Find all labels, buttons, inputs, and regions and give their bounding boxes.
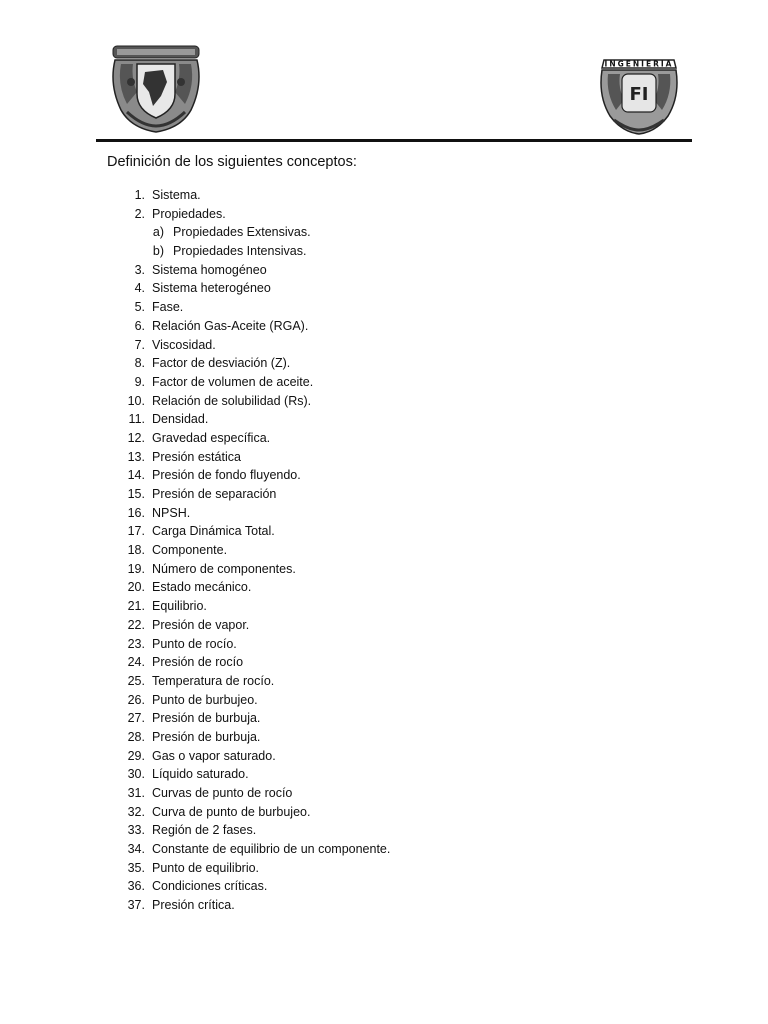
item-number: 23. — [127, 636, 145, 651]
item-text: Constante de equilibrio de un componente. — [152, 842, 391, 857]
item-text: Región de 2 fases. — [152, 823, 257, 838]
item-number: 12. — [127, 430, 145, 445]
item-number: 14. — [127, 468, 145, 483]
item-text: NPSH. — [152, 505, 191, 520]
item-number: 33. — [127, 823, 145, 838]
seal-monogram: FI — [629, 84, 649, 105]
item-number: 13. — [127, 449, 145, 464]
item-text: Relación de solubilidad (Rs). — [152, 393, 312, 408]
item-text: Sistema homogéneo — [152, 262, 267, 277]
item-text: Curva de punto de burbujeo. — [152, 804, 311, 819]
item-text: Presión de burbuja. — [152, 729, 261, 744]
item-number: 34. — [127, 842, 145, 857]
item-number: b) — [152, 244, 164, 259]
item-text: Líquido saturado. — [152, 767, 249, 782]
item-text: Presión estática — [152, 449, 241, 464]
item-number: 10. — [127, 393, 145, 408]
unam-coat-of-arms-logo — [107, 40, 205, 135]
item-text: Viscosidad. — [152, 337, 216, 352]
item-number: 30. — [127, 767, 145, 782]
item-text: Presión crítica. — [152, 898, 235, 913]
ingenieria-seal-logo — [596, 46, 682, 135]
item-number: 7. — [134, 337, 145, 352]
item-number: 24. — [127, 655, 145, 670]
item-text: Curvas de punto de rocío — [152, 786, 293, 800]
item-text: Punto de burbujeo. — [152, 692, 258, 707]
item-number: 22. — [127, 617, 145, 632]
item-text: Propiedades. — [152, 206, 226, 221]
item-number: 25. — [127, 673, 145, 688]
item-text: Propiedades Extensivas. — [173, 225, 311, 240]
item-text: Gas o vapor saturado. — [152, 748, 276, 763]
page-heading: Definición de los siguientes conceptos: — [107, 154, 357, 170]
item-number: 15. — [127, 487, 145, 501]
item-number: 18. — [127, 543, 145, 558]
item-number: 11. — [128, 412, 145, 427]
item-number: 21. — [127, 599, 145, 614]
item-number: 5. — [134, 300, 145, 315]
item-text: Presión de rocío — [152, 655, 244, 670]
item-number: 6. — [134, 318, 145, 333]
item-number: 35. — [127, 860, 145, 875]
item-text: Fase. — [152, 300, 184, 315]
item-number: 27. — [127, 711, 145, 726]
item-number: 9. — [134, 374, 145, 389]
item-number: 1. — [134, 188, 145, 202]
item-text: Sistema. — [152, 188, 201, 202]
item-text: Sistema heterogéneo — [152, 281, 271, 296]
item-number: 32. — [127, 804, 145, 819]
item-text: Factor de volumen de aceite. — [152, 374, 314, 389]
item-text: Presión de vapor. — [152, 617, 250, 632]
item-text: Presión de separación — [152, 487, 277, 501]
header-rule — [96, 139, 692, 142]
item-text: Temperatura de rocío. — [152, 673, 275, 688]
item-number: 29. — [127, 748, 145, 763]
item-number: 37. — [127, 898, 145, 913]
seal-banner-text: INGENIERIA — [604, 59, 674, 69]
item-number: 26. — [127, 692, 145, 707]
item-text: Factor de desviación (Z). — [152, 356, 291, 371]
item-number: 20. — [127, 580, 145, 595]
item-text: Número de componentes. — [152, 561, 296, 576]
item-number: a) — [152, 225, 164, 240]
item-number: 19. — [127, 561, 145, 576]
item-text: Equilibrio. — [152, 599, 207, 614]
item-number: 17. — [127, 524, 145, 539]
item-text: Densidad. — [152, 412, 209, 427]
item-text: Estado mecánico. — [152, 580, 252, 595]
item-text: Relación Gas-Aceite (RGA). — [152, 318, 309, 333]
item-number: 2. — [134, 206, 145, 221]
item-number: 36. — [127, 879, 145, 894]
item-text: Propiedades Intensivas. — [173, 244, 307, 259]
item-text: Componente. — [152, 543, 228, 558]
item-number: 4. — [134, 281, 145, 296]
item-text: Gravedad específica. — [152, 430, 271, 445]
item-number: 3. — [134, 262, 145, 277]
item-text: Carga Dinámica Total. — [152, 524, 275, 539]
item-text: Presión de fondo fluyendo. — [152, 468, 301, 483]
item-text: Punto de equilibrio. — [152, 860, 260, 875]
item-text: Presión de burbuja. — [152, 711, 261, 726]
item-number: 16. — [127, 505, 145, 520]
item-number: 31. — [127, 786, 145, 800]
item-number: 8. — [134, 356, 145, 371]
item-number: 28. — [127, 729, 145, 744]
item-text: Punto de rocío. — [152, 636, 237, 651]
item-text: Condiciones críticas. — [152, 879, 268, 894]
